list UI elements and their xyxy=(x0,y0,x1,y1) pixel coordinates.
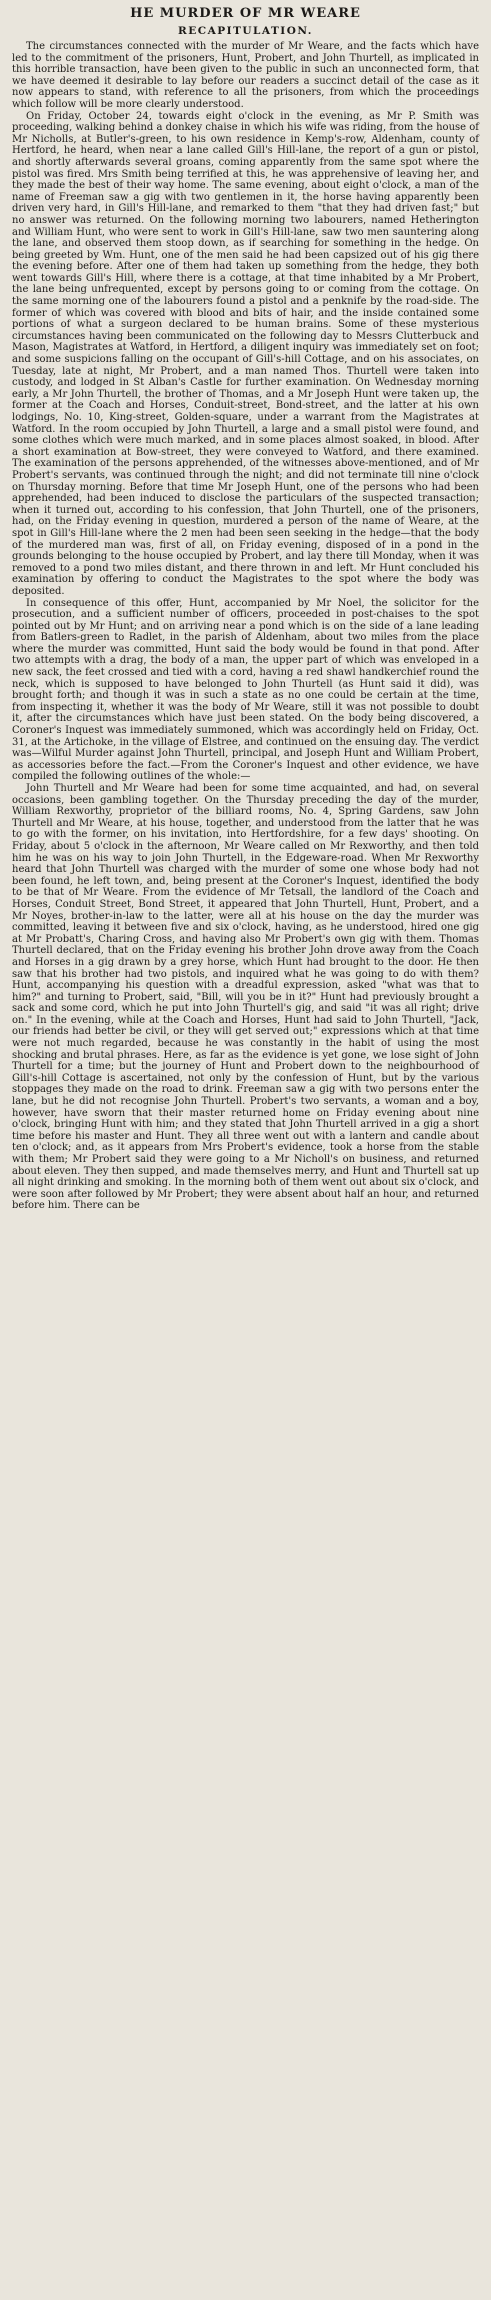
paragraph-outline: John Thurtell and Mr Weare had been for some time acquainted, and had, on several occasions, been gambling together. On the Thursday preceding the day of the murder, William Rexworthy, proprietor of the billiard rooms, No. 4, Spring Gardens, saw John Thurtell and Mr Weare, at his house, together, and understood from the latter that he was to go with the former, on his invitation, into Hertfordshire, for a few days' shooting. On Friday, about 5 o'clock in the afternoon, Mr Weare called on Mr Rexworthy, and then told him he was on his way to join John Thurtell, in the Edgeware-road. When Mr Rexworthy heard that John Thurtell was charged with the murder of some one whose body had not been found, he left town, and, being present at the Coroner's Inquest, identified the body to be that of Mr Weare. From the evidence of Mr Tetsall, the landlord of the Coach and Horses, Conduit Street, Bond Street, it appeared that John Thurtell, Hunt, Probert, and a Mr Noyes, brother-in-law to the latter, were all at his house on the day the murder was committed, leaving it between five and six o'clock, having, as he understood, hired one gig at Mr Probatt's, Charing Cross, and having also Mr Probert's own gig with them. Thomas Thurtell declared, that on the Friday evening his brother John drove away from the Coach and Horses in a gig drawn by a grey horse, which Hunt had brought to the door. He then saw that his brother had two pistols, and inquired what he was going to do with them? Hunt, accompanying his question with a dreadful expression, asked "what was that to him?" and turning to Probert, said, "Bill, will you be in it?" Hunt had previously brought a sack and some cord, which he put into John Thurtell's gig, and said "it was all right; drive on." In the evening, while at the Coach and Horses, Hunt had said to John Thurtell, "Jack, our friends had better be civil, or they will get served out;" expressions which at that time were not much regarded, because he was constantly in the habit of using the most shocking and brutal phrases. Here, as far as the evidence is yet gone, we lose sight of John Thurtell for a time; but the journey of Hunt and Probert down to the neighbourhood of Gill's-hill Cottage is ascertained, not only by the confession of Hunt, but by the various stoppages they made on the road to drink. Freeman saw a gig with two persons enter the lane, but he did not recognise John Thurtell. Probert's two servants, a woman and a boy, however, have sworn that their master returned home on Friday evening about nine o'clock, bringing Hunt with him; and they stated that John Thurtell arrived in a gig a short time before his master and Hunt. They all three went out with a lantern and candle about ten o'clock; and, as it appears from Mrs Probert's evidence, took a horse from the stable with them; Mr Probert said they were going to a Mr Nicholl's on business, and returned about eleven. They then supped, and made themselves merry, and Hunt and Thurtell sat up all night drinking and smoking. In the morning both of them went out about six o'clock, and were soon after followed by Mr Probert; they were absent about half an hour, and returned before him. There can be xyxy=(12,783,479,1212)
article-subheading: RECAPITULATION. xyxy=(178,25,313,37)
article-header: HE MURDER OF MR WEARE xyxy=(130,6,361,21)
paragraph-body-found: In consequence of this offer, Hunt, accompanied by Mr Noel, the solicitor for the prosecution, and a sufficient number of officers, proceeded in post-chaises to the spot pointed out by Mr Hunt; and on arriving near a pond which is on the side of a lane leading from Batlers-green to Radlet, in the parish of Aldenham, about two miles from the place where the murder was committed, Hunt said the body would be found in that pond. After two attempts with a drag, the body of a man, the upper part of which was enveloped in a new sack, the feet crossed and tied with a cord, having a red shawl handkerchief round the neck, which is supposed to have belonged to John Thurtell (as Hunt said it did), was brought forth; and though it was in such a state as no one could be certain at the time, from inspecting it, whether it was the body of Mr Weare, still it was not possible to doubt it, after the circumstances which have just been stated. On the body being discovered, a Coroner's Inquest was immediately summoned, which was accordingly held on Friday, Oct. 31, at the Artichoke, in the village of Elstree, and continued on the ensuing day. The verdict was—Wilful Murder against John Thurtell, principal, and Joseph Hunt and William Probert, as accessories before the fact.—From the Coroner's Inquest and other evidence, we have compiled the following outlines of the whole:— xyxy=(12,597,479,783)
paragraph-friday-events: On Friday, October 24, towards eight o'clock in the evening, as Mr P. Smith was proceeding, walking behind a donkey chaise in which his wife was riding, from the house of Mr Nicholls, at Butler's-green, to his own residence in Kemp's-row, Aldenham, county of Hertford, he heard, when near a lane called Gill's Hill-lane, the report of a gun or pistol, and shortly afterwards several groans, coming apparently from the same spot where the pistol was fired. Mrs Smith being terrified at this, he was apprehensive of leaving her, and they made the best of their way home. The same evening, about eight o'clock, a man of the name of Freeman saw a gig with two gentlemen in it, the horse having apparently been driven very hard, in Gill's Hill-lane, and remarked to them "that they had driven fast;" but no answer was returned. On the following morning two labourers, named Hetherington and William Hunt, who were sent to work in Gill's Hill-lane, saw two men sauntering along the lane, and observed them stoop down, as if searching for something in the hedge. On being greeted by Wm. Hunt, one of the men said he had been capsized out of his gig there the evening before. After one of them had taken up something from the hedge, they both went towards Gill's Hill, where there is a cottage, at that time inhabited by a Mr Probert, the lane being unfrequented, except by persons going to or coming from the cottage. On the same morning one of the labourers found a pistol and a penknife by the road-side. The former of which was covered with blood and bits of hair, and the inside contained some portions of what a surgeon declared to be human brains. Some of these mysterious circumstances having been communicated on the following day to Messrs Clutterbuck and Mason, Magistrates at Watford, in Hertford, a diligent inquiry was immediately set on foot; and some suspicions falling on the occupant of Gill's-hill Cottage, and on his associates, on Tuesday, late at night, Mr Probert, and a man named Thos. Thurtell were taken into custody, and lodged in St Alban's Castle for further examination. On Wednesday morning early, a Mr John Thurtell, the brother of Thomas, and a Mr Joseph Hunt were taken up, the former at the Coach and Horses, Conduit-street, Bond-street, and the latter at his own lodgings, No. 10, King-street, Golden-square, under a warrant from the Magistrates at Watford. In the room occupied by John Thurtell, a large and a small pistol were found, and some clothes which were much marked, and in some places almost soaked, in blood. After a short examination at Bow-street, they were conveyed to Watford, and there examined. The examination of the persons apprehended, of the witnesses above-mentioned, and of Mr Probert's servants, was continued through the night; and did not terminate till nine o'clock on Thursday morning. Before that time Mr Joseph Hunt, one of the persons who had been apprehended, had been induced to disclose the particulars of the suspected transaction; when it turned out, according to his confession, that John Thurtell, one of the prisoners, had, on the Friday evening in question, murdered a person of the name of Weare, at the spot in Gill's Hill-lane where the 2 men had been seen seeking in the hedge—that the body of the murdered man was, first of all, on Friday evening, disposed of in a pond in the grounds belonging to the house occupied by Probert, and lay there till Monday, when it was removed to a pond two miles distant, and there thrown in and left. Mr Hunt concluded his examination by offering to conduct the Magistrates to the spot where the body was deposited. xyxy=(12,110,479,597)
paragraph-intro: The circumstances connected with the murder of Mr Weare, and the facts which have led to the commitment of the prisoners, Hunt, Probert, and John Thurtell, as implicated in this horrible transaction, have been given to the public in such an unconnected form, that we have deemed it desirable to lay before our readers a succinct detail of the case as it now appears to stand, with reference to all the prisoners, from which the proceedings which follow will be more clearly understood. xyxy=(12,41,479,110)
